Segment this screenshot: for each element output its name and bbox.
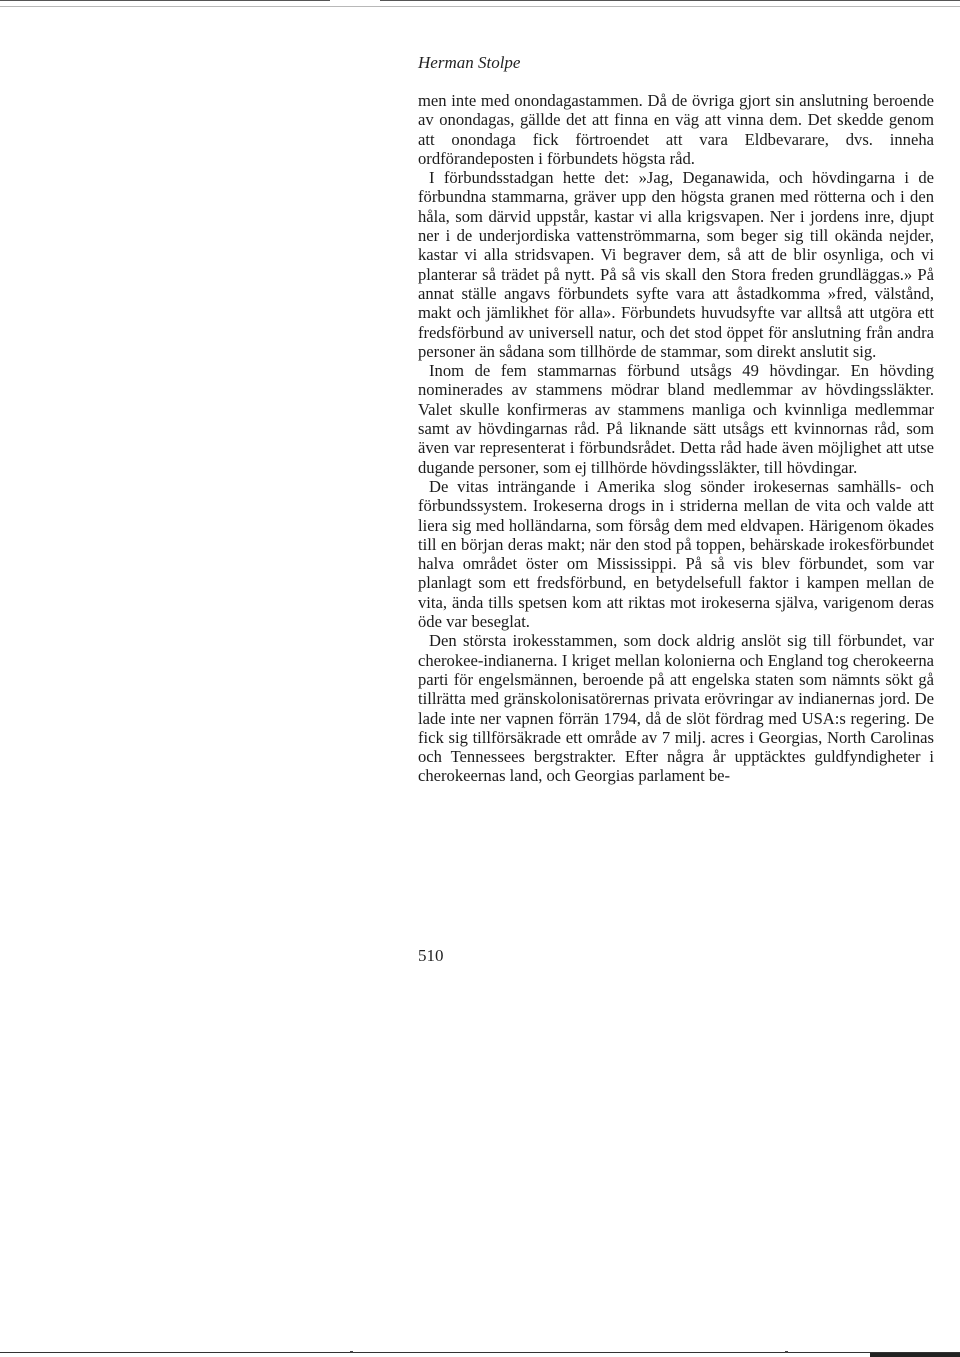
scan-mark [785,1351,788,1353]
scan-mark [350,1351,353,1353]
running-head: Herman Stolpe [418,53,521,72]
body-text [418,91,934,786]
page-number: 510 [418,946,444,965]
scan-top-edge [0,0,960,7]
scan-bar [870,1353,960,1357]
scan-bottom-edge [0,1352,960,1357]
scan-line [0,0,330,1]
scan-line [380,0,960,1]
paragraph-2: I förbundsstadgan hette det: »Jag, Deganawida, och hövdingarna i de förbundna stammarna, gräver upp den högsta granen med rötterna och i den håla, som därvid uppstår, kastar vi alla krigsvapen. Ner i jordens inre, djupt ner i de underjordiska vattenströmmarna, som beger sig till okända nejder, kastar vi alla stridsvapen. Vi begraver dem, så att de blir osynliga, och vi planterar så trädet på nytt. På så vis skall den Stora freden grundläggas.» På annat ställe angavs förbundets syfte vara att åstadkomma »fred, välstånd, makt och jämlikhet för alla». Förbundets huvudsyfte var alltså att utgöra ett fredsförbund av universell natur, och det stod öppet för anslutning från andra personer än sådana som tillhörde de stammar, som direkt anslutit sig. [418,168,934,361]
paragraph-3: Inom de fem stammarnas förbund utsågs 49 hövdingar. En hövding nominerades av stammens mödrar bland medlemmar av hövdingssläkter. Valet skulle konfirmeras av stammens manliga och kvinnliga medlemmar samt av hövdingarnas råd. På liknande sätt utsågs ett kvinnornas råd, som även var representerat i förbundsrådet. Detta råd hade även möjlighet att utse dugande personer, som ej tillhörde hövdingssläkter, till hövdingar. [418,361,934,477]
paragraph-1: men inte med onondagastammen. Då de övriga gjort sin anslutning beroende av onondagas, gällde det att finna en väg att vinna dem. Det skedde genom att onondaga fick förtroendet att vara Eldbevarare, dvs. inneha ordförandeposten i förbundets högsta råd. [418,91,934,168]
paragraph-5: Den största irokesstammen, som dock aldrig anslöt sig till förbundet, var cherokee-indianerna. I kriget mellan kolonierna och England tog cherokeerna parti för engelsmännen, beroende på att engelska staten som nämnts sökt gå tillrätta med gränskolonisatörernas privata erövringar av indianernas jord. De lade inte ner vapnen förrän 1794, då de slöt fördrag med USA:s regering. De fick sig tillförsäkrade ett område av 7 milj. acres i Georgias, North Carolinas och Tennessees bergstrakter. Efter några år upptäcktes guldfyndigheter i cherokeernas land, och Georgias parlament be- [418,631,934,786]
paragraph-4: De vitas inträngande i Amerika slog sönder irokesernas samhälls- och förbundssystem. Irokeserna drogs in i striderna mellan de vita och valde att liera sig med holländarna, som försåg dem med eldvapen. Härigenom ökades till en början deras makt; när den stod på toppen, behärskade irokesförbundet halva området öster om Mississippi. På så vis blev förbundet, som var planlagt som ett fredsförbund, en betydelsefull faktor i kampen mellan de vita, ända tills spetsen kom att riktas mot irokeserna själva, varigenom deras öde var beseglat. [418,476,934,632]
